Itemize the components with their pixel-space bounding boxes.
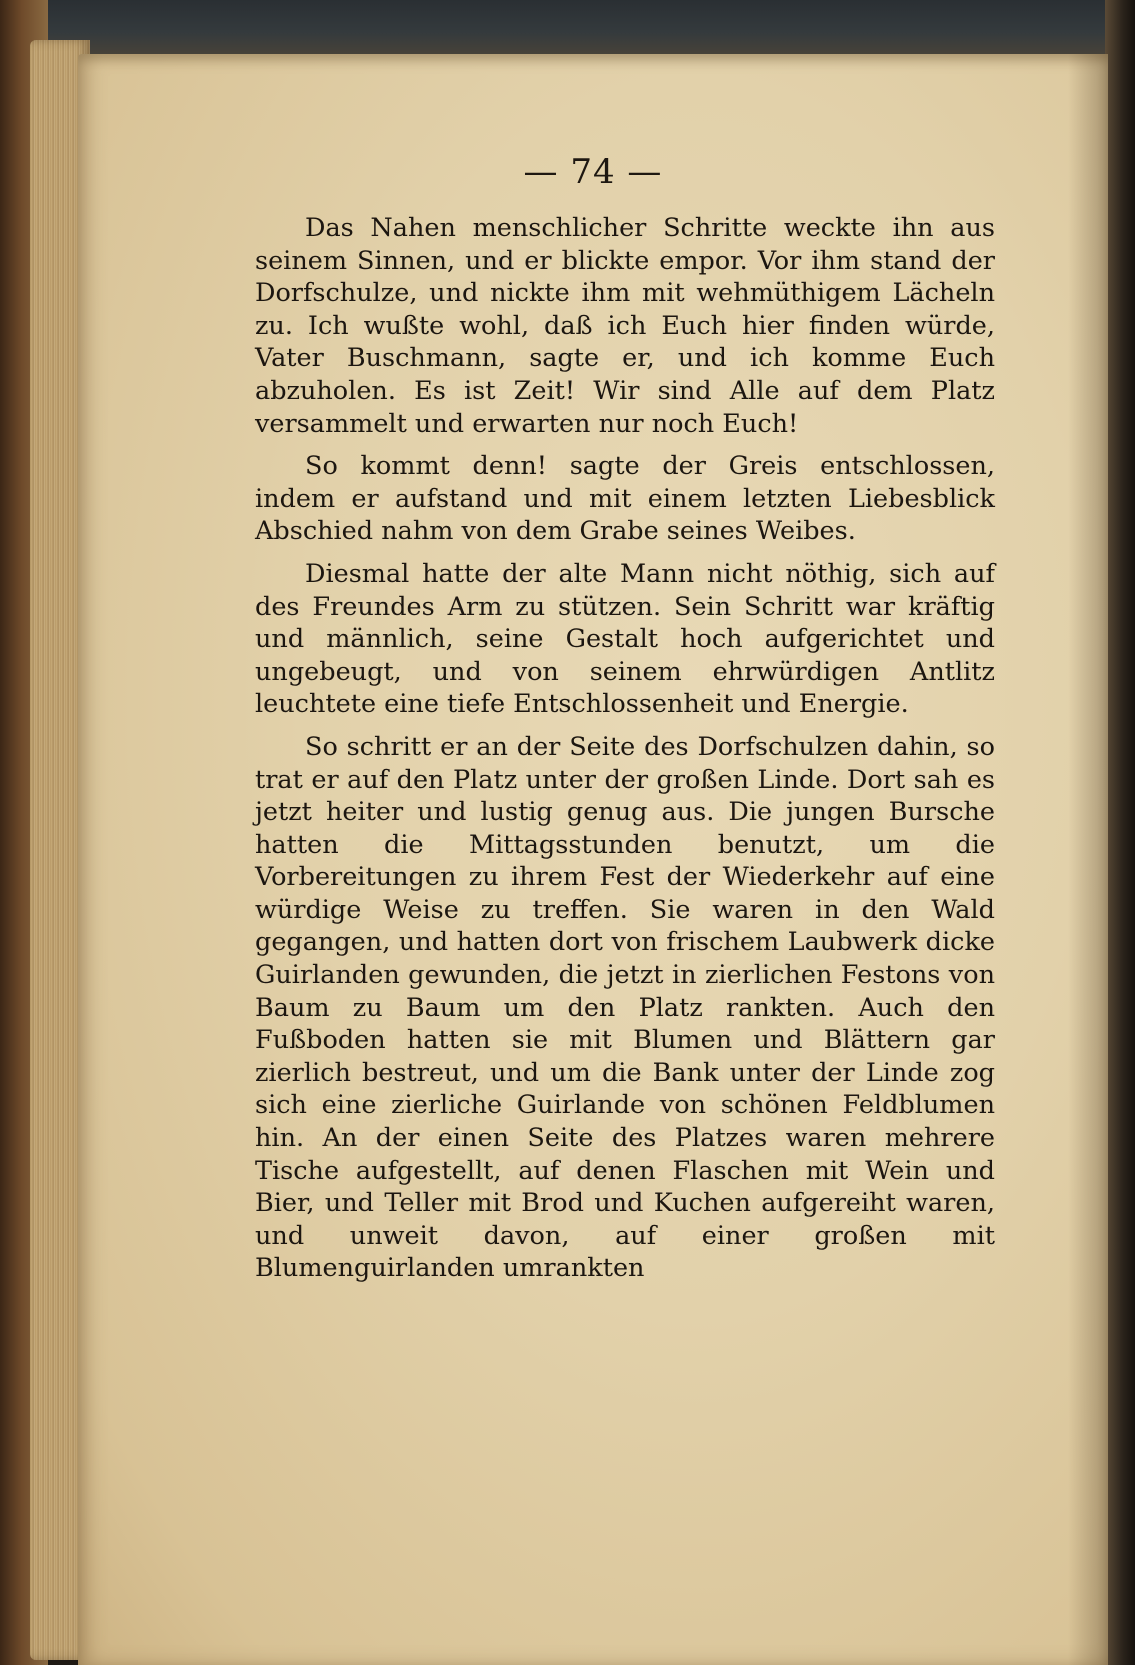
paragraph: So schritt er an der Seite des Dorfschulzen dahin, so trat er auf den Platz unter der großen Linde. Dort sah es jetzt heiter und lustig genug aus. Die jungen Bursche hatten die Mittagsstunden benutzt, um die Vorbereitungen zu ihrem Fest der Wiederkehr auf eine würdige Weise zu treffen. Sie waren in den Wald gegangen, und hatten dort von frischem Laubwerk dicke Guirlanden gewunden, die jetzt in zierlichen Festons von Baum zu Baum um den Platz rankten. Auch den Fußboden hatten sie mit Blumen und Blättern gar zierlich bestreut, und um die Bank unter der Linde zog sich eine zierliche Guirlande von schönen Feldblumen hin. An der einen Seite des Platzes waren mehrere Tische aufgestellt, auf denen Flaschen mit Wein und Bier, und Teller mit Brod und Kuchen aufgereiht waren, und unweit davon, auf einer großen mit Blumenguirlanden umrankten [255,731,995,1284]
page-number-header: — 74 — [523,152,663,192]
book-cover-top [0,0,1135,58]
paragraph: Diesmal hatte der alte Mann nicht nöthig, sich auf des Freundes Arm zu stützen. Sein Schritt war kräftig und männlich, seine Gestalt hoch aufgerichtet und ungebeugt, und von seinem ehrwürdigen Antlitz leuchtete eine tiefe Entschlossenheit und Energie. [255,558,995,720]
book-page [78,54,1108,1665]
paragraph: Das Nahen menschlicher Schritte weckte ihn aus seinem Sinnen, und er blickte empor. Vor ihm stand der Dorfschulze, und nickte ihm mit wehmüthigem Lächeln zu. Ich wußte wohl, daß ich Euch hier finden würde, Vater Buschmann, sagte er, und ich komme Euch abzuholen. Es ist Zeit! Wir sind Alle auf dem Platz versammelt und erwarten nur noch Euch! [255,213,995,439]
page-body-text [255,212,995,1295]
paragraph: So kommt denn! sagte der Greis entschlossen, indem er aufstand und mit einem letzten Liebesblick Abschied nahm von dem Grabe seines Weibes. [255,451,995,547]
book-cover-right [1105,0,1135,1665]
